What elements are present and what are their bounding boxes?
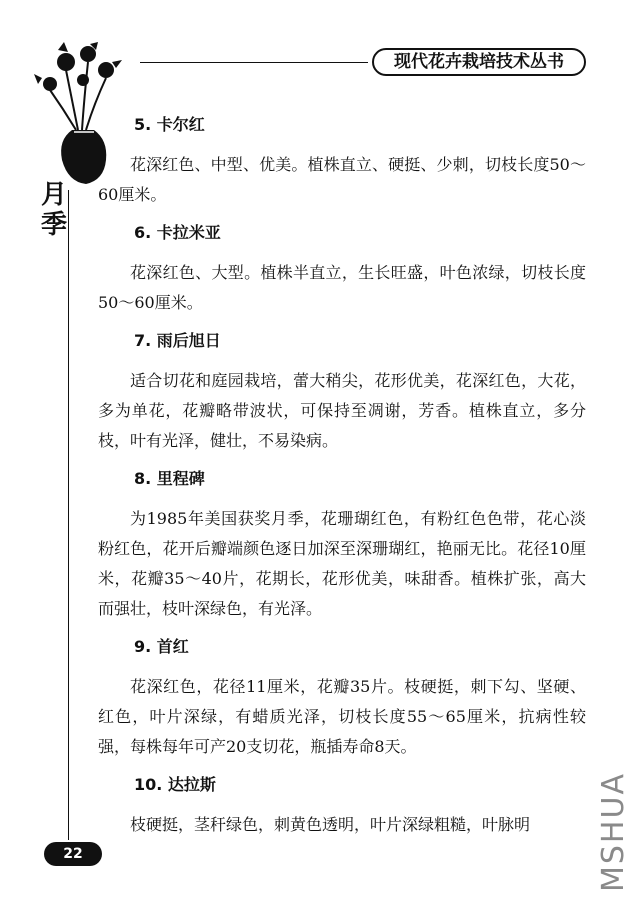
- series-title: 现代花卉栽培技术丛书: [372, 48, 586, 76]
- section-heading: 6. 卡拉米亚: [134, 223, 221, 242]
- section-text: 花深红色，花径11厘米，花瓣35片。枝硬挺，刺下勾、坚硬、红色，叶片深绿，有蜡质光泽，切枝长度55～65厘米，抗病性较强，每株每年可产20支切花，瓶插寿命8天。: [98, 677, 586, 756]
- header-rule: [140, 62, 368, 63]
- section-heading: 9. 首红: [134, 637, 189, 656]
- page-number: 22: [44, 842, 102, 866]
- side-rule: [68, 190, 69, 840]
- section-text: 花深红色、中型、优美。植株直立、硬挺、少刺，切枝长度50～60厘米。: [98, 155, 586, 204]
- section: [98, 636, 586, 762]
- section-heading: 5. 卡尔红: [134, 115, 205, 134]
- section-text: 枝硬挺，茎秆绿色，刺黄色透明，叶片深绿粗糙，叶脉明: [130, 815, 531, 834]
- section-text: 适合切花和庭园栽培，蕾大稍尖，花形优美，花深红色，大花，多为单花，花瓣略带波状，可保持至凋谢，芳香。植株直立，多分枝，叶有光泽，健壮，不易染病。: [98, 371, 586, 450]
- section: [98, 222, 586, 318]
- section: [98, 114, 586, 210]
- section: [98, 468, 586, 624]
- section-heading: 8. 里程碑: [134, 469, 205, 488]
- watermark: MSHUA: [596, 772, 631, 892]
- section: [98, 774, 586, 840]
- section: [98, 330, 586, 456]
- section-text: 花深红色、大型。植株半直立，生长旺盛，叶色浓绿，切枝长度50～60厘米。: [98, 263, 586, 312]
- page-content: [98, 108, 586, 852]
- section-heading: 7. 雨后旭日: [134, 331, 221, 350]
- side-chapter-label: 月季: [40, 180, 67, 240]
- section-text: 为1985年美国获奖月季，花珊瑚红色，有粉红色色带，花心淡粉红色，花开后瓣端颜色逐日加深至深珊瑚红，艳丽无比。花径10厘米，花瓣35～40片，花期长，花形优美，味甜香。植株扩张，高大而强壮，枝叶深绿色，有光泽。: [98, 509, 586, 618]
- section-heading: 10. 达拉斯: [134, 775, 216, 794]
